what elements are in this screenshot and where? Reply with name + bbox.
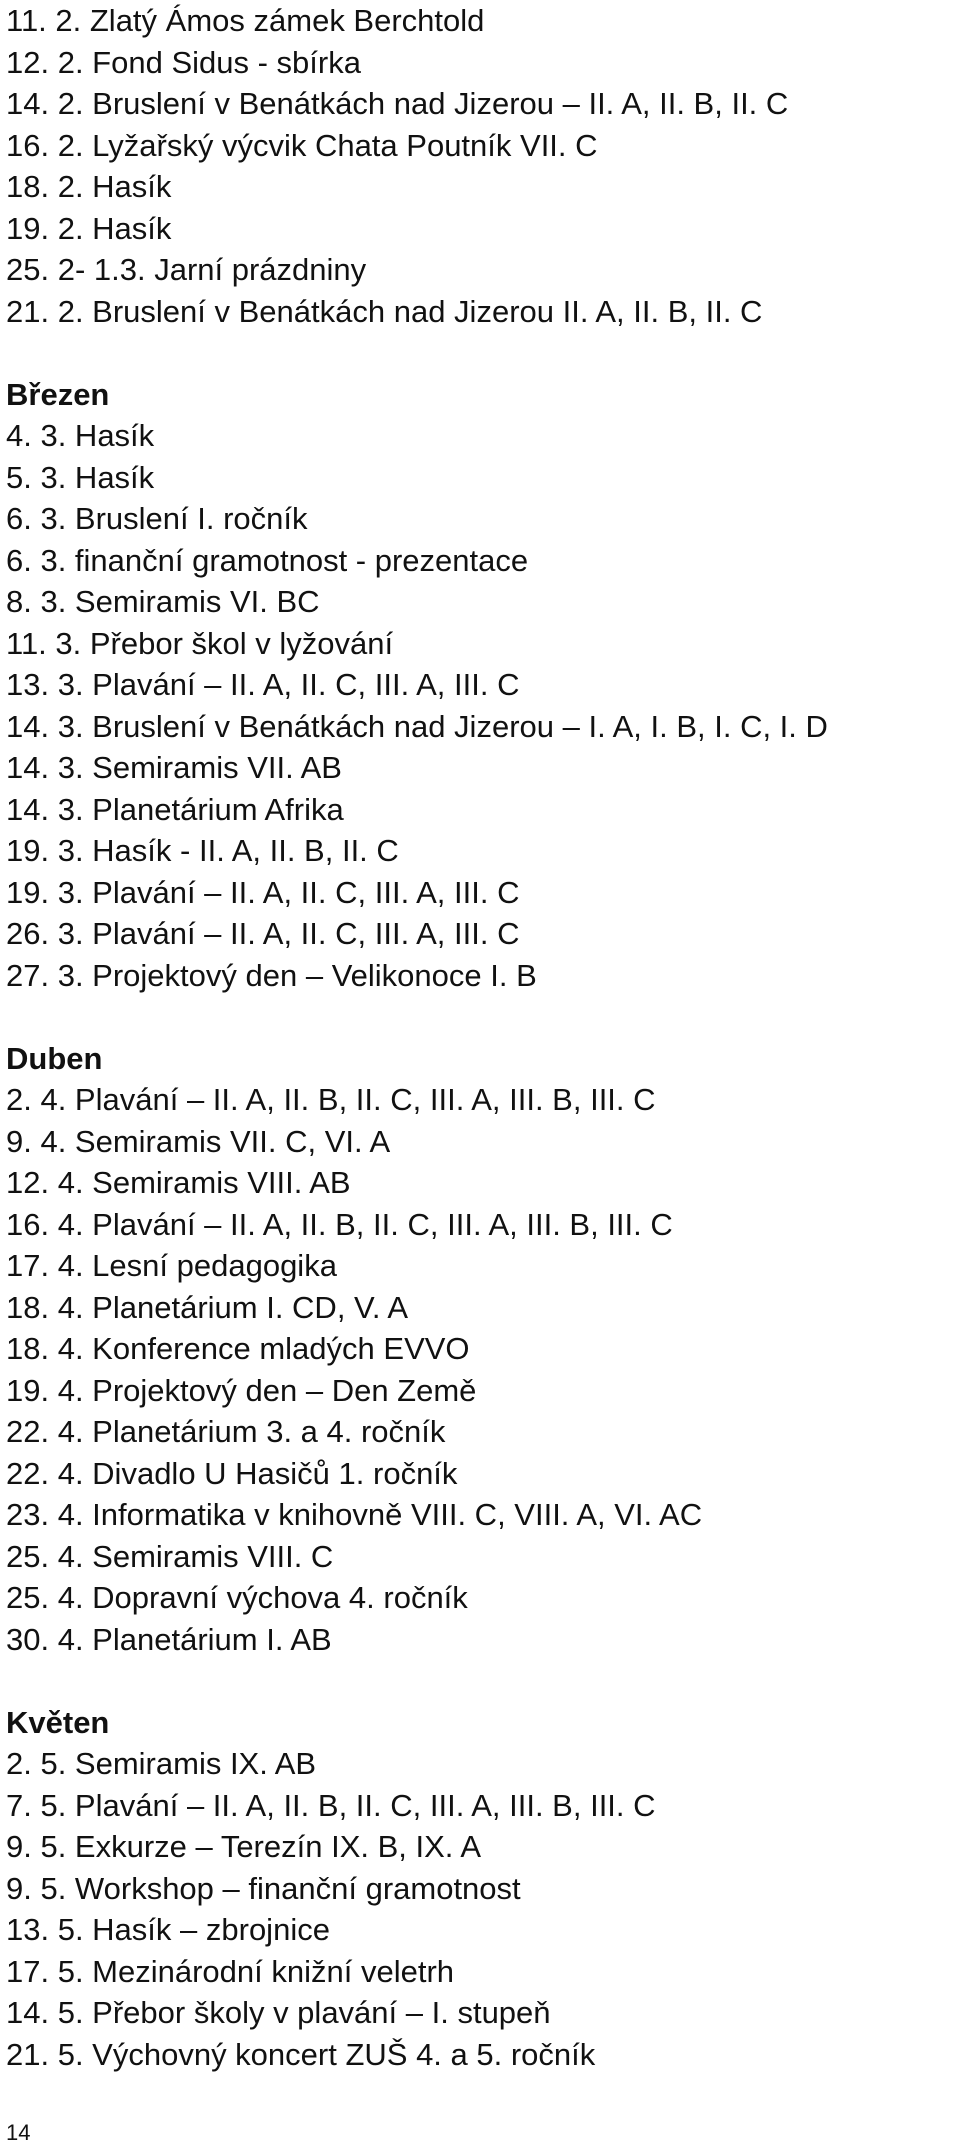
list-item: 19. 4. Projektový den – Den Země bbox=[6, 1372, 477, 1408]
section-spacer bbox=[6, 332, 946, 374]
list-item: 23. 4. Informatika v knihovně VIII. C, VIII. A, VI. AC bbox=[6, 1497, 703, 1532]
month-heading-march: Březen bbox=[6, 376, 110, 412]
list-item: 13. 5. Hasík – zbrojnice bbox=[6, 1912, 330, 1947]
list-item: 19. 2. Hasík bbox=[6, 210, 172, 246]
list-item: 19. 3. Hasík - II. A, II. B, II. C bbox=[6, 833, 399, 868]
list-item: 17. 5. Mezinárodní knižní veletrh bbox=[6, 1953, 455, 1989]
list-item: 14. 3. Planetárium Afrika bbox=[6, 791, 344, 827]
event-calendar bbox=[6, 0, 946, 2075]
section-spacer bbox=[6, 996, 946, 1038]
list-item: 8. 3. Semiramis VI. BC bbox=[6, 584, 320, 619]
list-item: 4. 3. Hasík bbox=[6, 418, 155, 453]
february-section bbox=[6, 0, 946, 332]
list-item: 18. 2. Hasík bbox=[6, 169, 172, 204]
list-item: 14. 3. Semiramis VII. AB bbox=[6, 750, 342, 785]
month-heading-may: Květen bbox=[6, 1704, 110, 1740]
list-item: 6. 3. finanční gramotnost - prezentace bbox=[6, 542, 529, 578]
list-item: 14. 3. Bruslení v Benátkách nad Jizerou – I. A, I. B, I. C, I. D bbox=[6, 708, 828, 744]
list-item: 12. 4. Semiramis VIII. AB bbox=[6, 1165, 351, 1200]
list-item: 2. 4. Plavání – II. A, II. B, II. C, III. A, III. B, III. C bbox=[6, 1082, 656, 1117]
list-item: 18. 4. Planetárium I. CD, V. A bbox=[6, 1289, 409, 1325]
list-item: 9. 5. Workshop – finanční gramotnost bbox=[6, 1870, 521, 1906]
list-item: 16. 4. Plavání – II. A, II. B, II. C, III. A, III. B, III. C bbox=[6, 1206, 673, 1242]
march-section bbox=[6, 374, 946, 997]
list-item: 16. 2. Lyžařský výcvik Chata Poutník VII. C bbox=[6, 127, 598, 163]
list-item: 9. 4. Semiramis VII. C, VI. A bbox=[6, 1123, 391, 1159]
list-item: 22. 4. Planetárium 3. a 4. ročník bbox=[6, 1414, 446, 1449]
list-item: 30. 4. Planetárium I. AB bbox=[6, 1621, 332, 1657]
list-item: 12. 2. Fond Sidus - sbírka bbox=[6, 44, 361, 80]
list-item: 14. 5. Přebor školy v plavání – I. stupeň bbox=[6, 1995, 551, 2030]
list-item: 22. 4. Divadlo U Hasičů 1. ročník bbox=[6, 1455, 458, 1491]
may-section bbox=[6, 1702, 946, 2076]
list-item: 25. 4. Dopravní výchova 4. ročník bbox=[6, 1580, 468, 1615]
list-item: 18. 4. Konference mladých EVVO bbox=[6, 1331, 470, 1366]
list-item: 13. 3. Plavání – II. A, II. C, III. A, III. C bbox=[6, 667, 520, 702]
list-item: 7. 5. Plavání – II. A, II. B, II. C, III. A, III. B, III. C bbox=[6, 1787, 656, 1823]
list-item: 25. 2- 1.3. Jarní prázdniny bbox=[6, 252, 367, 287]
list-item: 5. 3. Hasík bbox=[6, 459, 155, 495]
list-item: 11. 3. Přebor škol v lyžování bbox=[6, 625, 394, 661]
list-item: 21. 5. Výchovný koncert ZUŠ 4. a 5. ročník bbox=[6, 2036, 596, 2072]
section-spacer bbox=[6, 1660, 946, 1702]
list-item: 14. 2. Bruslení v Benátkách nad Jizerou – II. A, II. B, II. C bbox=[6, 86, 789, 121]
list-item: 25. 4. Semiramis VIII. C bbox=[6, 1538, 334, 1574]
list-item: 26. 3. Plavání – II. A, II. C, III. A, III. C bbox=[6, 916, 520, 951]
list-item: 11. 2. Zlatý Ámos zámek Berchtold bbox=[6, 3, 485, 38]
list-item: 21. 2. Bruslení v Benátkách nad Jizerou II. A, II. B, II. C bbox=[6, 293, 763, 329]
list-item: 17. 4. Lesní pedagogika bbox=[6, 1248, 337, 1283]
april-section bbox=[6, 1038, 946, 1661]
list-item: 9. 5. Exkurze – Terezín IX. B, IX. A bbox=[6, 1829, 481, 1864]
list-item: 2. 5. Semiramis IX. AB bbox=[6, 1746, 317, 1781]
list-item: 27. 3. Projektový den – Velikonoce I. B bbox=[6, 957, 537, 993]
page-number: 14 bbox=[6, 2120, 31, 2145]
list-item: 19. 3. Plavání – II. A, II. C, III. A, III. C bbox=[6, 874, 520, 910]
list-item: 6. 3. Bruslení I. ročník bbox=[6, 501, 308, 536]
month-heading-april: Duben bbox=[6, 1040, 103, 1076]
